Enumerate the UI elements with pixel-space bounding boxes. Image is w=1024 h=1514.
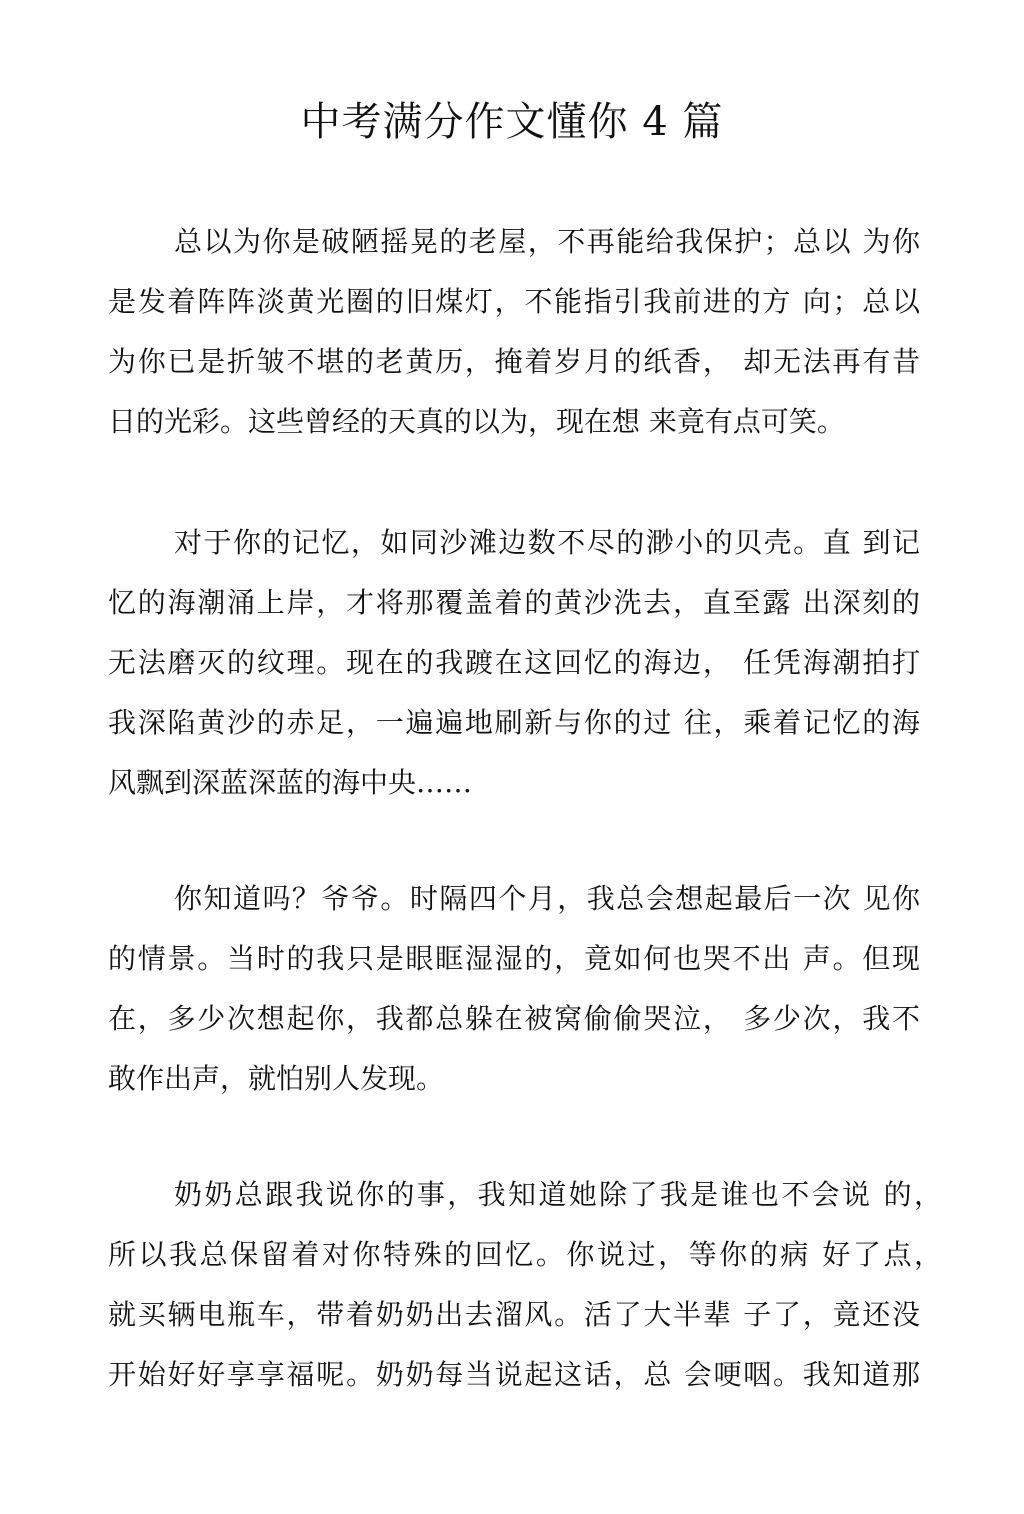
paragraph-line: 我深陷黄沙的赤足，一遍遍地刷新与你的过 往，乘着记忆的海 bbox=[108, 706, 920, 739]
paragraph-line: 为你已是折皱不堪的老黄历，掩着岁月的纸香， 却无法再有昔 bbox=[108, 345, 920, 378]
paragraph-1 bbox=[108, 212, 920, 452]
paragraph-line: 敢作出声，就怕别人发现。 bbox=[108, 1062, 445, 1095]
paragraph-line: 无法磨灭的纹理。现在的我踱在这回忆的海边， 任凭海潮拍打 bbox=[108, 646, 920, 679]
paragraph-line: 风飘到深蓝深蓝的海中央…… bbox=[108, 766, 473, 799]
paragraph-4 bbox=[108, 1165, 942, 1405]
paragraph-line: 奶奶总跟我说你的事，我知道她除了我是谁也不会说 的， bbox=[174, 1178, 942, 1211]
paragraph-line: 的情景。当时的我只是眼眶湿湿的，竟如何也哭不出 声。但现 bbox=[108, 942, 920, 975]
paragraph-line: 总以为你是破陋摇晃的老屋，不再能给我保护；总以 为你 bbox=[174, 225, 920, 258]
paragraph-line: 忆的海潮涌上岸，才将那覆盖着的黄沙洗去，直至露 出深刻的 bbox=[108, 586, 920, 619]
paragraph-line: 是发着阵阵淡黄光圈的旧煤灯，不能指引我前进的方 向；总以 bbox=[108, 285, 920, 318]
paragraph-line: 对于你的记忆，如同沙滩边数不尽的渺小的贝壳。直 到记 bbox=[174, 526, 920, 559]
paragraph-2 bbox=[108, 513, 920, 813]
paragraph-line: 所以我总保留着对你特殊的回忆。你说过，等你的病 好了点， bbox=[108, 1238, 942, 1271]
paragraph-line: 在，多少次想起你，我都总躲在被窝偷偷哭泣， 多少次，我不 bbox=[108, 1002, 920, 1035]
page-title: 中考满分作文懂你 4 篇 bbox=[300, 99, 724, 145]
paragraph-line: 就买辆电瓶车，带着奶奶出去溜风。活了大半辈 子了，竟还没 bbox=[108, 1298, 920, 1331]
paragraph-line: 开始好好享享福呢。奶奶每当说起这话，总 会哽咽。我知道那 bbox=[108, 1358, 920, 1391]
paragraph-line: 日的光彩。这些曾经的天真的以为，现在想 来竟有点可笑。 bbox=[108, 405, 845, 438]
paragraph-line: 你知道吗？爷爷。时隔四个月，我总会想起最后一次 见你 bbox=[174, 882, 920, 915]
paragraph-3 bbox=[108, 869, 920, 1109]
